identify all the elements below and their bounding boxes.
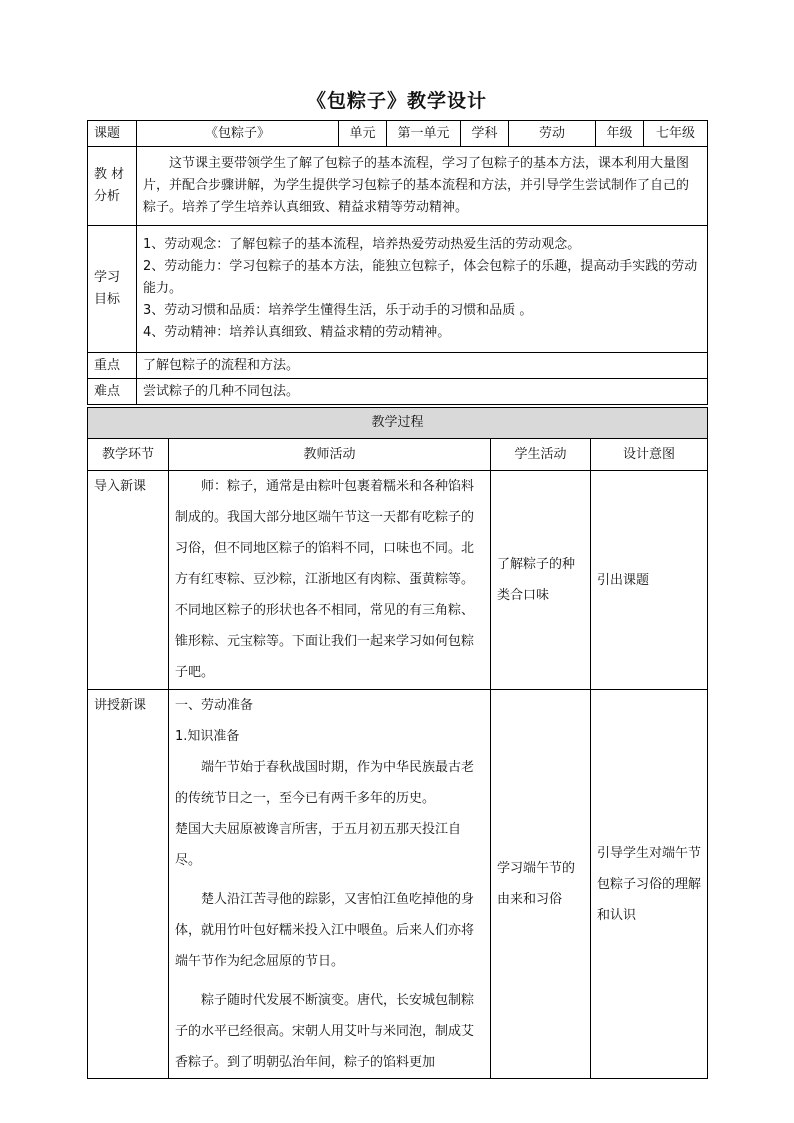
info-row	[88, 121, 708, 147]
goals-row	[88, 226, 708, 353]
goals-label	[88, 226, 137, 353]
goal-item: 2、劳动能力：学习包粽子的基本方法，能独立包粽子，体会包粽子的乐趣，提高动手实践的劳动能力。	[143, 259, 698, 296]
subject-label: 学科	[461, 121, 509, 147]
analysis-label-line2: 分析	[94, 189, 121, 204]
goal-item: 1、劳动观念：了解包粽子的基本流程，培养热爱劳动热爱生活的劳动观念。	[143, 237, 581, 252]
analysis-label	[88, 147, 137, 226]
paragraph-gap	[175, 977, 484, 985]
process-header: 教学过程	[88, 408, 708, 439]
table-row	[88, 690, 708, 1079]
unit-label: 单元	[339, 121, 387, 147]
design-intent-cell: 引出课题	[591, 471, 708, 690]
grade-value: 七年级	[644, 121, 708, 147]
analysis-row	[88, 147, 708, 226]
difficulty-text: 尝试粽子的几种不同包法。	[137, 379, 708, 405]
process-columns-row	[88, 439, 708, 471]
student-activity-cell: 学习端午节的由来和习俗	[491, 690, 591, 1079]
teacher-paragraph: 粽子随时代发展不断演变。唐代，长安城包制粽子的水平已经很高。宋朝人用艾叶与米同泡，制成艾香粽子。到了明朝弘治年间，粽子的馅料更加	[175, 993, 475, 1070]
goals-label-line1: 学习	[94, 270, 121, 285]
column-header-student: 学生活动	[491, 439, 591, 471]
process-header-row	[88, 408, 708, 439]
teacher-activity-cell	[169, 690, 491, 1079]
teacher-paragraph: 楚国大夫屈原被谗言所害，于五月初五那天投江自尽。	[175, 822, 462, 868]
teacher-activity-cell: 师：粽子，通常是由粽叶包裹着糯米和各种馅料制成的。我国大部分地区端午节这一天都有吃粽子的习俗，但不同地区粽子的馅料不同，口味也不同。北方有红枣粽、豆沙粽，江浙地区有肉粽、蛋黄粽等。不同地区粽子的形状也各不相同，常见的有三角粽、锥形粽、元宝粽等。下面让我们一起来学习如何包粽子吧。	[169, 471, 491, 690]
stage-cell: 讲授新课	[88, 690, 169, 1079]
student-activity-cell: 了解粽子的种类合口味	[491, 471, 591, 690]
key-text: 了解包粽子的流程和方法。	[137, 353, 708, 379]
difficulty-label: 难点	[88, 379, 137, 405]
process-table	[87, 407, 708, 1079]
teacher-paragraph: 楚人沿江苦寻他的踪影，又害怕江鱼吃掉他的身体，就用竹叶包好糯米投入江中喂鱼。后来人们亦将端午节作为纪念屈原的节日。	[175, 892, 475, 969]
stage-cell: 导入新课	[88, 471, 169, 690]
key-row	[88, 353, 708, 379]
column-header-teacher: 教师活动	[169, 439, 491, 471]
teacher-paragraph: 一、劳动准备	[175, 698, 254, 713]
subject-value: 劳动	[509, 121, 596, 147]
column-header-intent: 设计意图	[591, 439, 708, 471]
unit-value: 第一单元	[387, 121, 461, 147]
difficulty-row	[88, 379, 708, 405]
goals-list	[137, 226, 708, 353]
column-header-stage: 教学环节	[88, 439, 169, 471]
analysis-text: 这节课主要带领学生了解了包粽子的基本流程，学习了包粽子的基本方法，课本利用大量图片，并配合步骤讲解，为学生提供学习包粽子的基本流程和方法，并引导学生尝试制作了自己的粽子。培养了学生培养认真细致、精益求精等劳动精神。	[137, 147, 708, 226]
teacher-paragraph: 1.知识准备	[175, 729, 240, 744]
lesson-info-table	[87, 120, 708, 405]
goal-item: 4、劳动精神：培养认真细致、精益求精的劳动精神。	[143, 325, 451, 340]
page-title: 《包粽子》教学设计	[306, 90, 487, 112]
course-label: 课题	[88, 121, 137, 147]
teacher-paragraph: 端午节始于春秋战国时期，作为中华民族最古老的传统节日之一，至今已有两千多年的历史。	[175, 760, 475, 806]
goal-item: 3、劳动习惯和品质：培养学生懂得生活，乐于动手的习惯和品质 。	[143, 303, 533, 318]
key-label: 重点	[88, 353, 137, 379]
table-row	[88, 471, 708, 690]
paragraph-gap	[175, 876, 484, 884]
goals-label-line2: 目标	[94, 292, 121, 307]
analysis-label-line1: 教 材	[94, 167, 125, 182]
design-intent-cell: 引导学生对端午节包粽子习俗的理解和认识	[591, 690, 708, 1079]
grade-label: 年级	[596, 121, 644, 147]
course-value: 《包粽子》	[137, 121, 339, 147]
